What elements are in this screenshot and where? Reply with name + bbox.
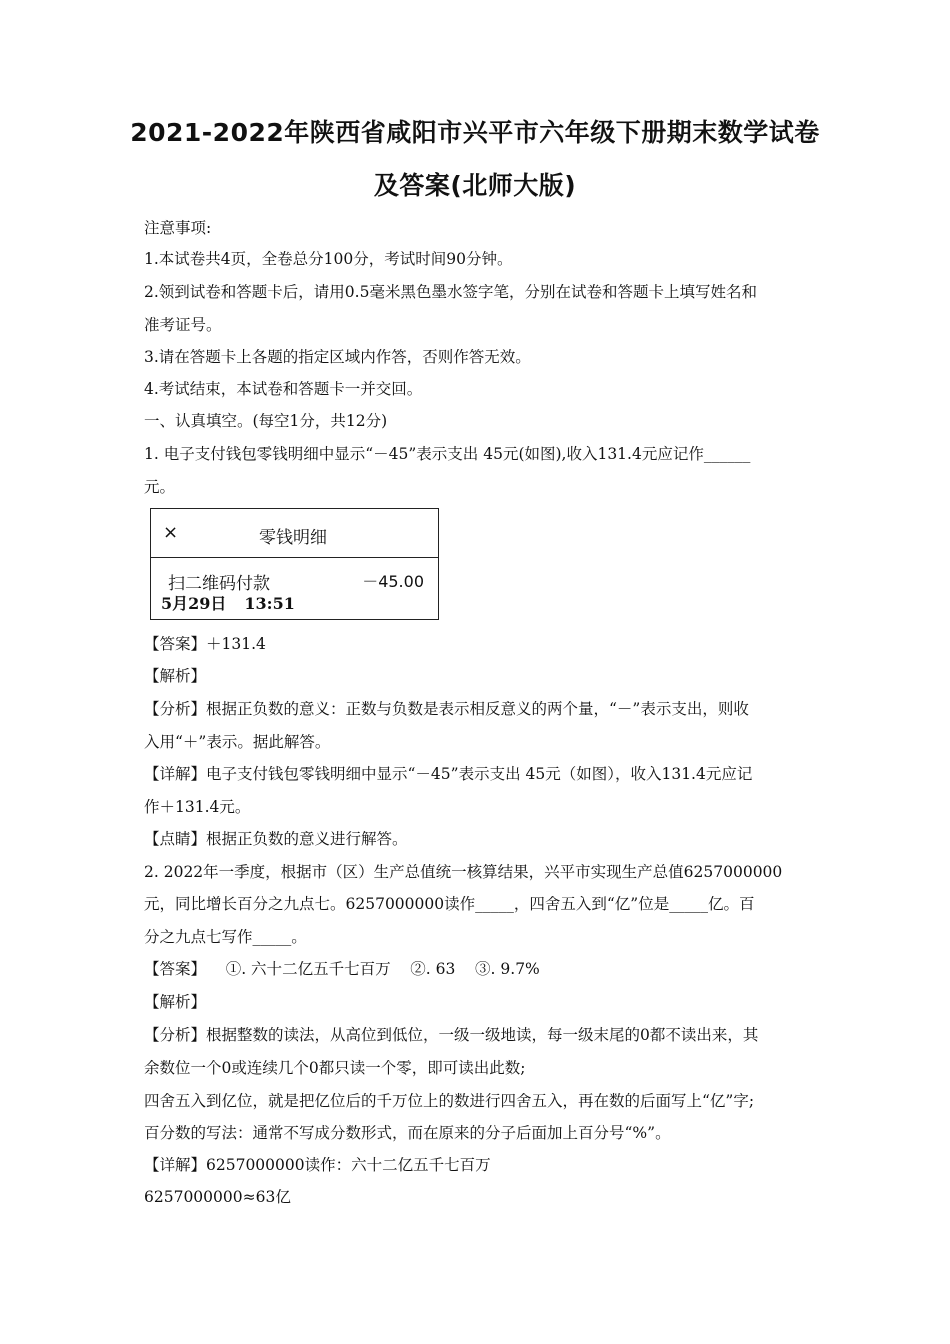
notice-item: 2.领到试卷和答题卡后，请用0.5毫米黑色墨水签字笔，分别在试卷和答题卡上填写姓名和	[144, 283, 757, 301]
question-2-analysis-cont: 百分数的写法：通常不写成分数形式，而在原来的分子后面加上百分号“%”。	[144, 1124, 671, 1142]
transaction-date: 5月29日	[161, 594, 227, 613]
document-title-line2: 及答案(北师大版)	[373, 171, 577, 200]
question-1-analysis-heading: 【解析】	[144, 667, 207, 685]
close-icon: ×	[163, 522, 179, 543]
question-2-detail: 【详解】6257000000读作：六十二亿五千七百万	[144, 1156, 491, 1174]
document-title-line1: 2021-2022年陕西省咸阳市兴平市六年级下册期末数学试卷	[130, 118, 820, 147]
question-2-stem-cont: 分之九点七写作_____。	[144, 928, 307, 946]
notice-item: 准考证号。	[144, 316, 222, 334]
question-1-stem: 1. 电子支付钱包零钱明细中显示“－45”表示支出 45元(如图),收入131.4元应记作______	[144, 445, 751, 463]
question-2-stem-cont: 元，同比增长百分之九点七。6257000000读作_____，四舍五入到“亿”位是_____亿。百	[144, 895, 755, 913]
question-1-stem-cont: 元。	[144, 478, 176, 496]
question-1-analysis: 【分析】根据正负数的意义：正数与负数是表示相反意义的两个量，“－”表示支出，则收	[144, 700, 749, 718]
question-2-stem: 2. 2022年一季度，根据市（区）生产总值统一核算结果，兴平市实现生产总值6257000000	[144, 863, 783, 881]
question-1-comment: 【点睛】根据正负数的意义进行解答。	[144, 830, 408, 848]
notice-item: 4.考试结束，本试卷和答题卡一并交回。	[144, 380, 423, 398]
question-2-analysis-cont: 四舍五入到亿位，就是把亿位后的千万位上的数进行四舍五入，再在数的后面写上“亿”字;	[144, 1092, 755, 1110]
question-1-answer: 【答案】＋131.4	[144, 635, 266, 653]
section-heading: 一、认真填空。(每空1分，共12分)	[144, 412, 388, 430]
question-1-detail: 【详解】电子支付钱包零钱明细中显示“－45”表示支出 45元（如图），收入131.4元应记	[144, 765, 753, 783]
figure-divider	[151, 557, 438, 558]
figure-title: 零钱明细	[259, 528, 327, 548]
question-2-analysis-heading: 【解析】	[144, 993, 207, 1011]
question-2-analysis: 【分析】根据整数的读法，从高位到低位，一级一级地读，每一级末尾的0都不读出来，其	[144, 1026, 759, 1044]
transaction-amount: －45.00	[362, 572, 424, 591]
question-2-answer: 【答案】 ①. 六十二亿五千七百万 ②. 63 ③. 9.7%	[144, 960, 540, 978]
transaction-datetime	[161, 591, 295, 614]
question-1-detail-cont: 作＋131.4元。	[144, 798, 251, 816]
transaction-label: 扫二维码付款	[168, 574, 270, 594]
wallet-detail-figure	[150, 508, 439, 620]
notice-item: 1.本试卷共4页，全卷总分100分，考试时间90分钟。	[144, 250, 513, 268]
notice-heading: 注意事项:	[144, 219, 212, 237]
notice-item: 3.请在答题卡上各题的指定区域内作答，否则作答无效。	[144, 348, 531, 366]
question-1-analysis-cont: 入用“＋”表示。据此解答。	[144, 733, 331, 751]
question-2-analysis-cont: 余数位一个0或连续几个0都只读一个零，即可读出此数;	[144, 1059, 526, 1077]
question-2-detail-cont: 6257000000≈63亿	[144, 1188, 291, 1206]
transaction-time: 13:51	[244, 594, 295, 613]
